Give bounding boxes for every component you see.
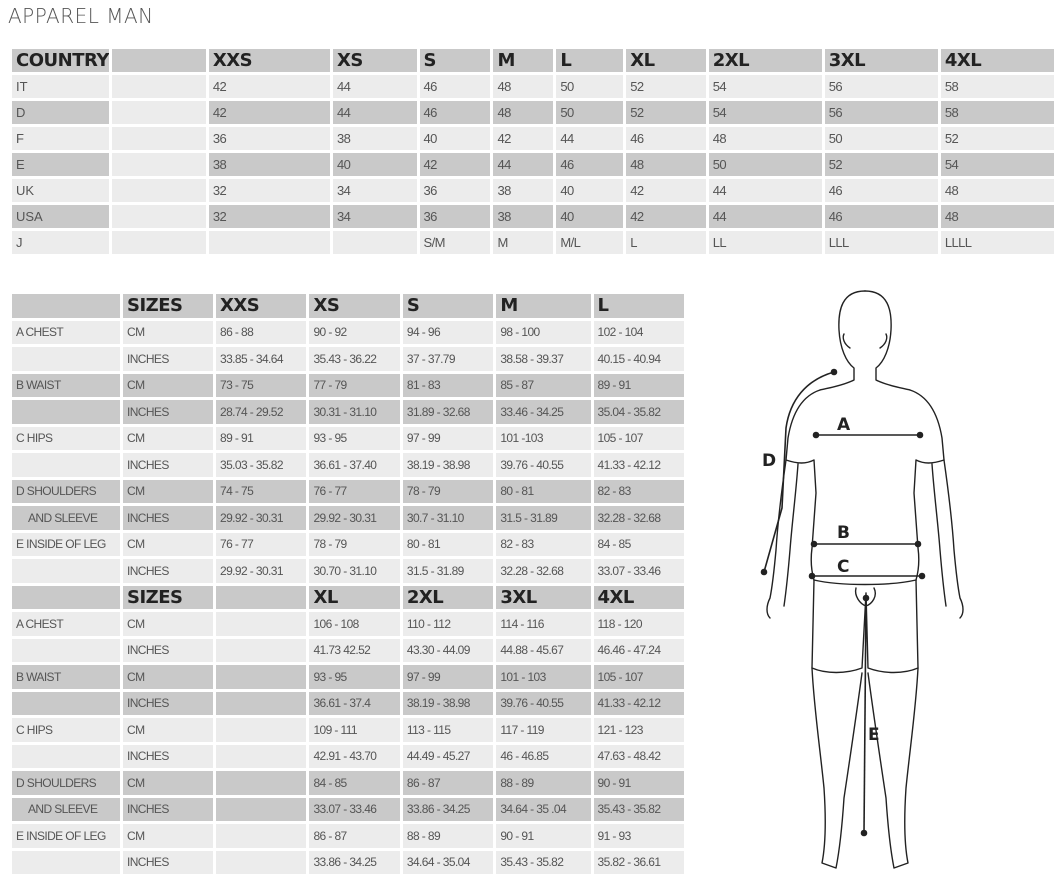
size-value: 46 (420, 75, 491, 98)
measurement-value: 97 - 99 (403, 427, 493, 451)
measurement-value: 74 - 75 (216, 480, 306, 504)
measurement-value: 110 - 112 (403, 612, 493, 636)
measurement-value: 29.92 - 30.31 (216, 559, 306, 583)
measurement-value: 39.76 - 40.55 (496, 453, 590, 477)
measurement-value: 105 - 107 (594, 665, 685, 689)
column-header (216, 586, 306, 610)
measurement-value: 40.15 - 40.94 (594, 347, 685, 371)
measurement-value: 84 - 85 (309, 771, 399, 795)
table-row (12, 718, 684, 742)
measurement-value (216, 639, 306, 663)
measurement-label: E INSIDE OF LEG (12, 824, 120, 848)
measurement-value: 102 - 104 (594, 321, 685, 345)
spacer-cell (112, 153, 206, 176)
column-header: XS (309, 294, 399, 318)
measurement-value: 35.82 - 36.61 (594, 851, 685, 875)
measure-header-row (12, 294, 684, 318)
measurement-value: 89 - 91 (216, 427, 306, 451)
table-row (12, 127, 1054, 150)
measurement-value: 38.19 - 38.98 (403, 692, 493, 716)
label-d: D (762, 451, 777, 471)
size-value: 42 (626, 179, 705, 202)
table-row (12, 400, 684, 424)
size-value: 46 (825, 179, 938, 202)
measurement-value: 35.43 - 35.82 (496, 851, 590, 875)
size-value: 36 (209, 127, 330, 150)
table-row (12, 75, 1054, 98)
measurement-value (216, 851, 306, 875)
measurement-label (12, 559, 120, 583)
measurement-label (12, 453, 120, 477)
size-value: 52 (941, 127, 1054, 150)
size-value: 54 (709, 101, 822, 124)
size-value: S/M (420, 231, 491, 254)
measurement-value: 121 - 123 (594, 718, 685, 742)
size-value: 40 (556, 205, 623, 228)
table-row (12, 533, 684, 557)
table-row (12, 851, 684, 875)
label-b: B (837, 523, 850, 543)
measurement-value: 76 - 77 (309, 480, 399, 504)
table-row (12, 153, 1054, 176)
size-value: 42 (420, 153, 491, 176)
column-header: S (403, 294, 493, 318)
label-c: C (837, 557, 850, 577)
measurement-value: 29.92 - 30.31 (309, 506, 399, 530)
measurement-value: 30.31 - 31.10 (309, 400, 399, 424)
body-measurement-table (9, 291, 687, 877)
unit-label: INCHES (123, 798, 213, 822)
measurement-value: 31.5 - 31.89 (403, 559, 493, 583)
measurement-value: 36.61 - 37.4 (309, 692, 399, 716)
measurement-value (216, 692, 306, 716)
measurement-value: 33.07 - 33.46 (309, 798, 399, 822)
measurement-value: 113 - 115 (403, 718, 493, 742)
unit-label: CM (123, 718, 213, 742)
measurement-value: 47.63 - 48.42 (594, 745, 685, 769)
measurement-label: B WAIST (12, 665, 120, 689)
country-name: IT (12, 75, 109, 98)
column-header: SIZES (123, 586, 213, 610)
size-value: 42 (493, 127, 553, 150)
table-row (12, 771, 684, 795)
measurement-value: 36.61 - 37.40 (309, 453, 399, 477)
measurement-value: 46.46 - 47.24 (594, 639, 685, 663)
size-value: 48 (709, 127, 822, 150)
size-value: 38 (333, 127, 417, 150)
unit-label: CM (123, 480, 213, 504)
column-header: L (556, 49, 623, 72)
measurement-value: 35.43 - 36.22 (309, 347, 399, 371)
measurement-label: AND SLEEVE (12, 798, 120, 822)
size-value: LLL (825, 231, 938, 254)
label-a: A (837, 415, 851, 435)
table-row (12, 824, 684, 848)
measurement-label: A CHEST (12, 321, 120, 345)
measurement-value: 39.76 - 40.55 (496, 692, 590, 716)
measurement-value (216, 612, 306, 636)
table-row (12, 559, 684, 583)
measurement-value: 35.04 - 35.82 (594, 400, 685, 424)
table-row (12, 205, 1054, 228)
measurement-value: 32.28 - 32.68 (496, 559, 590, 583)
measurement-value: 88 - 89 (496, 771, 590, 795)
size-value: LLLL (941, 231, 1054, 254)
column-header (112, 49, 206, 72)
size-value: 54 (941, 153, 1054, 176)
size-value: 46 (420, 101, 491, 124)
country-name: E (12, 153, 109, 176)
size-value: 42 (209, 75, 330, 98)
size-value: 58 (941, 75, 1054, 98)
measurement-value: 46 - 46.85 (496, 745, 590, 769)
measurement-label (12, 745, 120, 769)
column-header: XL (626, 49, 705, 72)
table-row (12, 101, 1054, 124)
measurement-value (216, 771, 306, 795)
measurement-value: 86 - 87 (309, 824, 399, 848)
size-value: 48 (493, 75, 553, 98)
measurement-value: 114 - 116 (496, 612, 590, 636)
size-value: 56 (825, 75, 938, 98)
measurement-value: 28.74 - 29.52 (216, 400, 306, 424)
column-header: XXS (216, 294, 306, 318)
measurement-value: 81 - 83 (403, 374, 493, 398)
size-value: 46 (626, 127, 705, 150)
measurement-value: 101 - 103 (496, 665, 590, 689)
measurement-value: 106 - 108 (309, 612, 399, 636)
measurement-value: 33.46 - 34.25 (496, 400, 590, 424)
measurement-value: 73 - 75 (216, 374, 306, 398)
measurement-value: 109 - 111 (309, 718, 399, 742)
measurement-label: A CHEST (12, 612, 120, 636)
table-row (12, 347, 684, 371)
measurement-value: 41.33 - 42.12 (594, 453, 685, 477)
figure-legs (812, 668, 862, 868)
size-value: 42 (626, 205, 705, 228)
size-value: 44 (493, 153, 553, 176)
size-value: M (493, 231, 553, 254)
measurement-value: 86 - 88 (216, 321, 306, 345)
column-header: 3XL (825, 49, 938, 72)
measurement-value: 101 -103 (496, 427, 590, 451)
measurement-value: 93 - 95 (309, 665, 399, 689)
measurement-label: B WAIST (12, 374, 120, 398)
measurement-value: 33.85 - 34.64 (216, 347, 306, 371)
measurement-value: 32.28 - 32.68 (594, 506, 685, 530)
column-header: M (496, 294, 590, 318)
table-row (12, 692, 684, 716)
figure-torso (786, 390, 820, 580)
country-size-table (9, 46, 1057, 257)
size-value: LL (709, 231, 822, 254)
country-header-row (12, 49, 1054, 72)
measurement-value: 90 - 91 (496, 824, 590, 848)
size-value: 40 (556, 179, 623, 202)
size-value: 44 (556, 127, 623, 150)
unit-label: CM (123, 771, 213, 795)
table-row (12, 480, 684, 504)
size-value: L (626, 231, 705, 254)
country-name: F (12, 127, 109, 150)
size-value: 40 (333, 153, 417, 176)
size-value: 36 (420, 179, 491, 202)
table-row (12, 453, 684, 477)
measurement-label: C HIPS (12, 718, 120, 742)
column-header: XXS (209, 49, 330, 72)
measurement-value: 34.64 - 35 .04 (496, 798, 590, 822)
unit-label: CM (123, 824, 213, 848)
size-value: 50 (709, 153, 822, 176)
measurement-value: 33.86 - 34.25 (403, 798, 493, 822)
column-header: 3XL (496, 586, 590, 610)
column-header: SIZES (123, 294, 213, 318)
table-row (12, 321, 684, 345)
size-value: 50 (825, 127, 938, 150)
unit-label: CM (123, 374, 213, 398)
measurement-value (216, 798, 306, 822)
table-row (12, 506, 684, 530)
measurement-label: AND SLEEVE (12, 506, 120, 530)
measurement-value: 85 - 87 (496, 374, 590, 398)
measurement-label: D SHOULDERS (12, 771, 120, 795)
measurement-value: 91 - 93 (594, 824, 685, 848)
size-value: M/L (556, 231, 623, 254)
measurement-value: 77 - 79 (309, 374, 399, 398)
unit-label: INCHES (123, 400, 213, 424)
column-header: COUNTRY (12, 49, 109, 72)
measurement-value: 76 - 77 (216, 533, 306, 557)
column-header: 2XL (403, 586, 493, 610)
country-name: J (12, 231, 109, 254)
size-value: 46 (825, 205, 938, 228)
measurement-value: 35.03 - 35.82 (216, 453, 306, 477)
spacer-cell (112, 205, 206, 228)
measurement-value: 90 - 91 (594, 771, 685, 795)
measurement-value: 31.5 - 31.89 (496, 506, 590, 530)
size-value: 52 (825, 153, 938, 176)
table-row (12, 374, 684, 398)
measurement-value: 37 - 37.79 (403, 347, 493, 371)
measurement-value: 80 - 81 (403, 533, 493, 557)
page-title: APPAREL MAN (8, 4, 154, 28)
unit-label: INCHES (123, 453, 213, 477)
table-row (12, 231, 1054, 254)
measurement-value: 30.70 - 31.10 (309, 559, 399, 583)
column-header: M (493, 49, 553, 72)
column-header: 4XL (594, 586, 685, 610)
table-row (12, 427, 684, 451)
size-value: 42 (209, 101, 330, 124)
size-value: 44 (333, 101, 417, 124)
measurement-value: 82 - 83 (594, 480, 685, 504)
unit-label: INCHES (123, 347, 213, 371)
measurement-value: 30.7 - 31.10 (403, 506, 493, 530)
measurement-value: 34.64 - 35.04 (403, 851, 493, 875)
measurement-value: 97 - 99 (403, 665, 493, 689)
size-value: 50 (556, 75, 623, 98)
size-value: 32 (209, 179, 330, 202)
size-value: 34 (333, 205, 417, 228)
spacer-cell (112, 75, 206, 98)
spacer-cell (112, 231, 206, 254)
size-value: 38 (493, 179, 553, 202)
measurement-label: C HIPS (12, 427, 120, 451)
measurement-label (12, 400, 120, 424)
table-row (12, 798, 684, 822)
unit-label: INCHES (123, 851, 213, 875)
unit-label: INCHES (123, 745, 213, 769)
measurement-label (12, 639, 120, 663)
size-value: 56 (825, 101, 938, 124)
measurement-value: 41.73 42.52 (309, 639, 399, 663)
measurement-label: D SHOULDERS (12, 480, 120, 504)
unit-label: INCHES (123, 692, 213, 716)
measurement-value: 88 - 89 (403, 824, 493, 848)
spacer-cell (112, 127, 206, 150)
size-value: 32 (209, 205, 330, 228)
measurement-value: 80 - 81 (496, 480, 590, 504)
column-header: 2XL (709, 49, 822, 72)
measurement-value: 44.49 - 45.27 (403, 745, 493, 769)
size-value: 40 (420, 127, 491, 150)
figure-right-arm (932, 460, 963, 618)
table-row (12, 612, 684, 636)
measurement-value: 90 - 92 (309, 321, 399, 345)
table-row (12, 745, 684, 769)
size-value: 54 (709, 75, 822, 98)
unit-label: CM (123, 321, 213, 345)
size-value: 48 (493, 101, 553, 124)
country-name: USA (12, 205, 109, 228)
measurement-value: 38.58 - 39.37 (496, 347, 590, 371)
size-value: 48 (941, 205, 1054, 228)
measurement-value: 78 - 79 (403, 480, 493, 504)
measurement-value: 86 - 87 (403, 771, 493, 795)
table-row (12, 665, 684, 689)
unit-label: CM (123, 533, 213, 557)
unit-label: INCHES (123, 559, 213, 583)
measurement-value: 33.07 - 33.46 (594, 559, 685, 583)
unit-label: INCHES (123, 639, 213, 663)
column-header: XL (309, 586, 399, 610)
size-value: 48 (941, 179, 1054, 202)
size-value: 52 (626, 101, 705, 124)
measurement-value: 29.92 - 30.31 (216, 506, 306, 530)
column-header (12, 294, 120, 318)
measurement-value: 43.30 - 44.09 (403, 639, 493, 663)
measure-header-row (12, 586, 684, 610)
measurement-label (12, 347, 120, 371)
label-e: E (868, 725, 880, 745)
measurement-value: 118 - 120 (594, 612, 685, 636)
measurement-value: 44.88 - 45.67 (496, 639, 590, 663)
measurement-value (216, 665, 306, 689)
size-value: 44 (333, 75, 417, 98)
size-value: 46 (556, 153, 623, 176)
measurement-value: 82 - 83 (496, 533, 590, 557)
country-name: UK (12, 179, 109, 202)
measurement-value: 94 - 96 (403, 321, 493, 345)
size-value (333, 231, 417, 254)
size-value: 38 (209, 153, 330, 176)
measurement-value: 117 - 119 (496, 718, 590, 742)
size-value: 48 (626, 153, 705, 176)
country-name: D (12, 101, 109, 124)
measurement-value: 42.91 - 43.70 (309, 745, 399, 769)
measurement-label (12, 692, 120, 716)
table-row (12, 639, 684, 663)
measurement-value: 33.86 - 34.25 (309, 851, 399, 875)
measurement-value: 98 - 100 (496, 321, 590, 345)
size-value (209, 231, 330, 254)
unit-label: CM (123, 612, 213, 636)
size-value: 36 (420, 205, 491, 228)
measurement-value (216, 824, 306, 848)
size-value: 38 (493, 205, 553, 228)
unit-label: CM (123, 427, 213, 451)
table-row (12, 179, 1054, 202)
body-measurement-figure (750, 288, 980, 878)
measurement-value: 84 - 85 (594, 533, 685, 557)
size-value: 50 (556, 101, 623, 124)
measurement-value: 35.43 - 35.82 (594, 798, 685, 822)
column-header (12, 586, 120, 610)
measurement-value: 89 - 91 (594, 374, 685, 398)
column-header: L (594, 294, 685, 318)
measurement-value: 31.89 - 32.68 (403, 400, 493, 424)
column-header: 4XL (941, 49, 1054, 72)
size-value: 52 (626, 75, 705, 98)
size-value: 34 (333, 179, 417, 202)
measurement-value (216, 745, 306, 769)
size-value: 44 (709, 179, 822, 202)
measurement-value: 41.33 - 42.12 (594, 692, 685, 716)
measurement-value (216, 718, 306, 742)
unit-label: INCHES (123, 506, 213, 530)
column-header: XS (333, 49, 417, 72)
measurement-label (12, 851, 120, 875)
spacer-cell (112, 179, 206, 202)
measurement-value: 38.19 - 38.98 (403, 453, 493, 477)
measurement-label: E INSIDE OF LEG (12, 533, 120, 557)
unit-label: CM (123, 665, 213, 689)
column-header: S (420, 49, 491, 72)
size-value: 44 (709, 205, 822, 228)
measurement-value: 105 - 107 (594, 427, 685, 451)
spacer-cell (112, 101, 206, 124)
measurement-value: 78 - 79 (309, 533, 399, 557)
size-value: 58 (941, 101, 1054, 124)
measurement-value: 93 - 95 (309, 427, 399, 451)
